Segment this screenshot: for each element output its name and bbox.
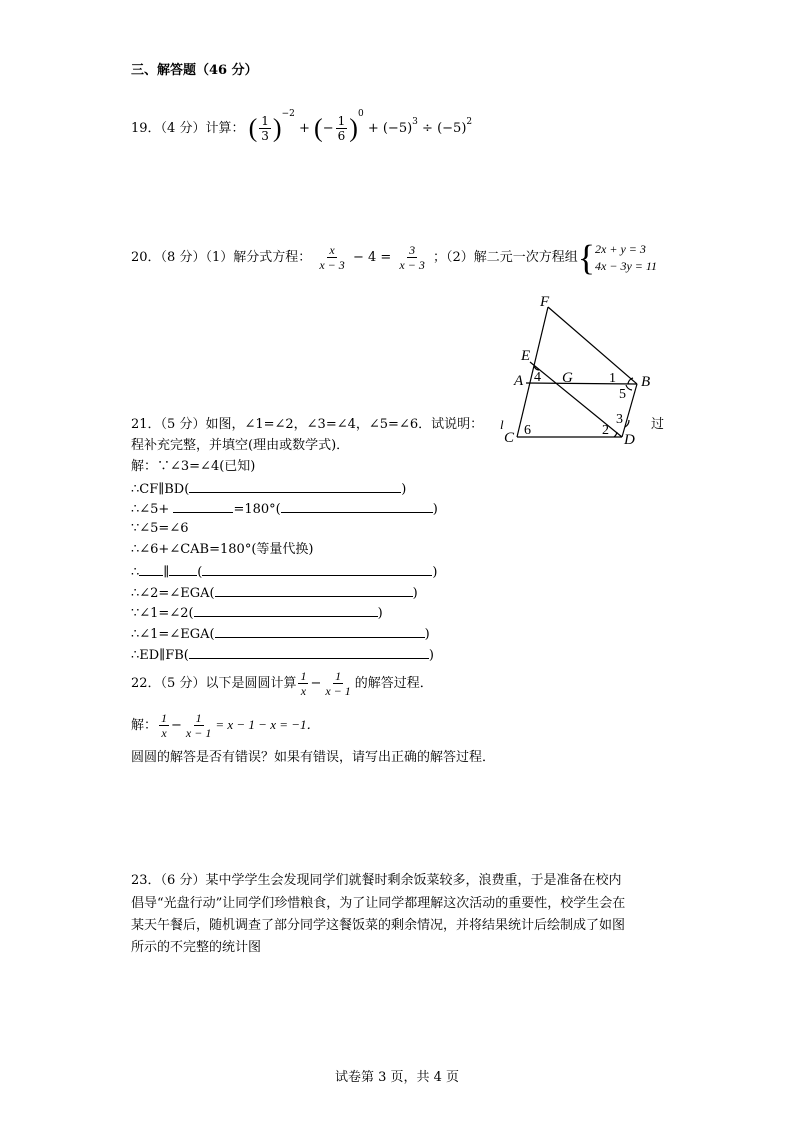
q21-blank-5b[interactable] — [169, 563, 197, 576]
q21-step7: ∵∠1=∠2( ) — [131, 606, 383, 621]
question-19: 19．（4 分）计算： ( $\frac{1}{3}$ )$^{-2}$ + (− $\frac{1}{6}$ )$^0 + (-5)^3 \div (-5)^2$ — [131, 109, 473, 143]
section-title: 三、解答题（46 分） — [131, 63, 258, 78]
label-C: C — [504, 430, 515, 446]
question-20: 20．（8 分）（1）解分式方程： $\frac{x}{x - 3}$ − 4 = $\frac{3}{x - 3}$ ；（2）解二元一次方程组{ 2x + y = 3 4x − 3y = 11 — [131, 237, 658, 278]
line-FC — [517, 307, 548, 437]
q21-step0: 解：∵∠3=∠4(已知) — [131, 459, 256, 474]
q21-step2: ∴∠5+ =180°( ) — [131, 502, 438, 517]
label-5: 5 — [619, 387, 626, 402]
q21-blank-6[interactable] — [215, 584, 413, 597]
q23-line2: 倡导“光盘行动”让同学们珍惜粮食，为了让同学都理解这次活动的重要性，校学生会在 — [131, 896, 626, 911]
q21-blank-2a[interactable] — [173, 500, 233, 513]
q21-step5: ∴ ∥ ( ) — [131, 565, 438, 580]
q22-frac-2: $\frac{1}{x - 1}$ — [325, 669, 351, 698]
q21-blank-9[interactable] — [189, 646, 429, 659]
q21-step9: ∴ED∥FB( ) — [131, 648, 434, 663]
angle-arc-5 — [626, 385, 632, 390]
geometry-figure — [498, 290, 668, 450]
label-2: 2 — [602, 423, 609, 438]
q19-frac-2: $\frac{1}{6}$ — [337, 114, 346, 143]
q22-solution: 解： $\frac{1}{x}$ − $\frac{1}{x - 1}$ = x − 1 − x = −1． — [131, 711, 320, 740]
q21-blank-7[interactable] — [194, 604, 378, 617]
label-F: F — [540, 294, 550, 310]
q21-step6: ∴∠2=∠EGA( ) — [131, 586, 418, 601]
question-22: 22．（5 分）以下是圆圆计算 $\frac{1}{x}$ − $\frac{1}{x - 1}$ 的解答过程． — [131, 669, 433, 698]
q21-blank-5a[interactable] — [139, 563, 163, 576]
q23-line4: 所示的不完整的统计图 — [131, 940, 262, 955]
line-AB — [526, 383, 637, 384]
q21-blank-5c[interactable] — [202, 563, 432, 576]
angle-arc-1 — [628, 378, 633, 384]
q22-frac-1: $\frac{1}{x}$ — [300, 669, 307, 698]
q21-step3: ∵∠5=∠6 — [131, 521, 189, 536]
q21-line1-tail: 过 — [651, 417, 665, 432]
q20-frac-1: $\frac{x}{x - 3}$ — [319, 243, 345, 272]
q19-label: 19．（4 分）计算： — [131, 121, 245, 136]
angle-arc-2 — [614, 432, 617, 437]
q22-question: 圆圆的解答是否有错误？如果有错误，请写出正确的解答过程． — [131, 750, 496, 765]
q20-label: 20．（8 分）（1）解分式方程： — [131, 250, 312, 265]
q20-frac-2: $\frac{3}{x - 3}$ — [399, 243, 425, 272]
label-6: 6 — [524, 423, 531, 438]
q21-step4: ∴∠6+∠CAB=180°(等量代换) — [131, 542, 314, 557]
page-footer: 试卷第 3 页，共 4 页 — [334, 1070, 460, 1085]
label-1: 1 — [609, 371, 616, 386]
q23-line3: 某天午餐后，随机调查了部分同学这餐饭菜的剩余情况，并将结果统计后绘制成了如图 — [131, 918, 626, 933]
label-4: 4 — [534, 370, 541, 385]
label-B: B — [641, 374, 651, 390]
q21-blank-8[interactable] — [215, 625, 425, 638]
q19-frac-1: $\frac{1}{3}$ — [261, 114, 269, 143]
q20-system: 2x + y = 3 4x − 3y = 11 — [595, 241, 658, 273]
q21-fragment-l: l — [500, 417, 504, 432]
label-3: 3 — [616, 412, 623, 427]
q21-step8: ∴∠1=∠EGA( ) — [131, 627, 430, 642]
q21-line1: 21．（5 分）如图，∠1=∠2，∠3=∠4，∠5=∠6．试说明： — [131, 417, 484, 432]
q21-step1: ∴CF∥BD( ) — [131, 482, 407, 497]
label-E: E — [521, 348, 531, 364]
q21-blank-1[interactable] — [189, 480, 401, 493]
label-D: D — [624, 432, 635, 448]
label-G: G — [562, 370, 573, 386]
label-A: A — [514, 373, 524, 389]
q21-line2: 程补充完整，并填空(理由或数学式)． — [131, 438, 350, 453]
q21-blank-2b[interactable] — [281, 500, 433, 513]
q23-line1: 23．（6 分）某中学学生会发现同学们就餐时剩余饭菜较多，浪费重，于是准备在校内 — [131, 873, 622, 888]
